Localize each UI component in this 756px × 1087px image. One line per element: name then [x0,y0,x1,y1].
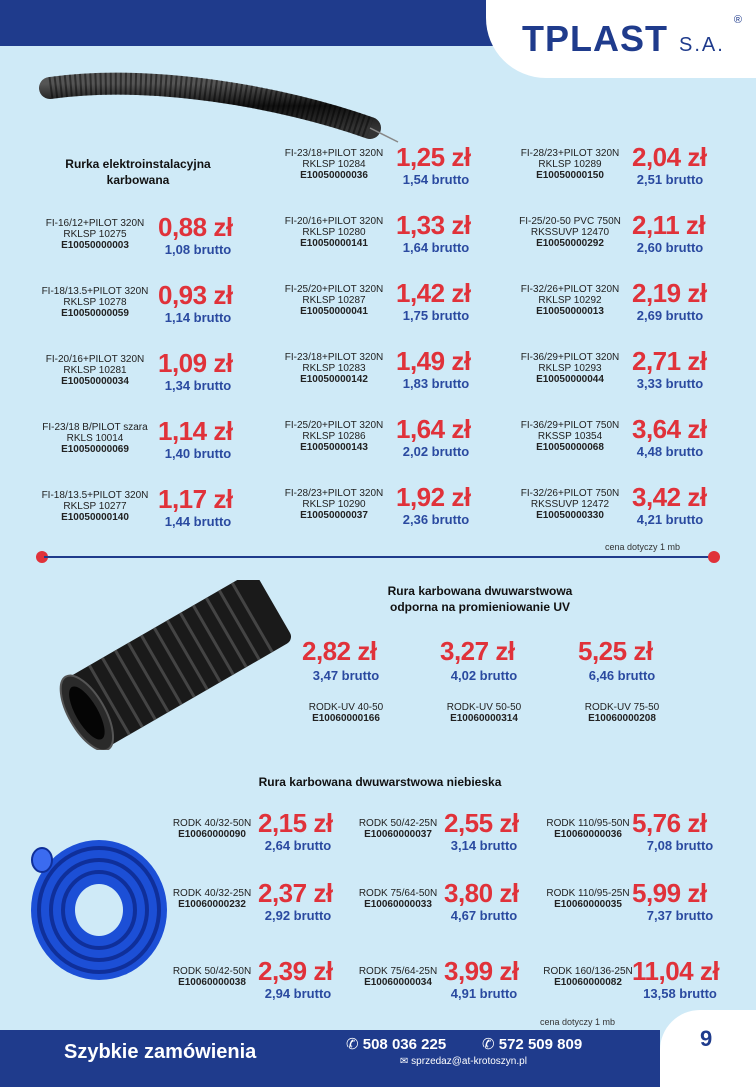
product-name: RODK 110/95-25N [546,888,630,899]
product-price: 1,17 zł [158,484,233,514]
product-name: RODK 40/32-25N [172,888,252,899]
product-name: FI-32/26+PILOT 750N [520,488,620,499]
product-code: E10050000069 [61,444,129,455]
product-name: FI-23/18+PILOT 320N [284,148,384,159]
product-item [500,148,640,181]
product-name: FI-28/23+PILOT 320N [284,488,384,499]
product-name: RODK 50/42-50N [172,966,252,977]
product-price: 2,55 zł [444,808,519,838]
email[interactable] [400,1056,527,1067]
product-sku: RKLSP 10292 [538,295,602,306]
product-code: E10050000140 [61,512,129,523]
logo [486,0,756,78]
product-price: 2,11 zł [632,210,706,240]
product-price: 3,42 zł [632,482,707,512]
product-name: RODK-UV 75-50 [584,702,660,713]
product-brutto: 4,67 brutto [450,908,518,923]
product-brutto: 2,69 brutto [636,308,704,323]
phone-1-number: 508 036 225 [362,1036,447,1053]
product-item [25,354,165,387]
product-brutto: 4,21 brutto [636,512,704,527]
product-price: 3,64 zł [632,414,707,444]
product-price: 1,09 zł [158,348,233,378]
product-brutto: 7,37 brutto [646,908,714,923]
product-item [25,286,165,319]
product-name: RODK 50/42-25N [358,818,438,829]
product-price: 3,27 zł [440,636,515,666]
product-sku: RKLSP 10281 [63,365,127,376]
product-name: FI-20/16+PILOT 320N [284,216,384,227]
product-brutto: 1,40 brutto [164,446,232,461]
product-name: RODK 40/32-50N [172,818,252,829]
logo-name: TPLAST [522,18,668,59]
product-code: E10050000142 [300,374,368,385]
product-item [500,420,640,453]
product-brutto: 1,75 brutto [402,308,470,323]
section1-title-line2: karbowana [106,173,170,187]
product-item [533,888,643,910]
product-price: 0,93 zł [158,280,233,310]
product-code: E10060000082 [554,977,622,988]
registered-mark: ® [733,14,742,26]
section3-title: Rura karbowana dwuwarstwowa niebieska [258,775,502,789]
product-brutto: 3,14 brutto [450,838,518,853]
product-name: RODK-UV 40-50 [308,702,384,713]
section2-title-line2: odporna na promieniowanie UV [389,600,571,614]
product-name: FI-36/29+PILOT 320N [520,352,620,363]
product-item [157,888,267,910]
product-name: RODK-UV 50-50 [446,702,522,713]
product-price: 2,82 zł [302,636,377,666]
black-conduit-image [30,66,400,146]
product-item [264,420,404,453]
product-sku: RKLSP 10293 [538,363,602,374]
product-item [343,888,453,910]
product-item [500,352,640,385]
product-name: FI-23/18 B/PILOT szara [42,422,148,433]
product-price: 5,76 zł [632,808,707,838]
product-item [562,702,682,724]
product-price: 1,14 zł [158,416,233,446]
product-price: 1,64 zł [396,414,471,444]
product-sku: RKLSP 10289 [538,159,602,170]
section2-title-line1: Rura karbowana dwuwarstwowa [387,584,573,598]
product-price: 1,25 zł [396,142,471,172]
product-sku: RKLSP 10284 [302,159,366,170]
product-brutto: 13,58 brutto [643,986,717,1001]
product-code: E10050000041 [300,306,368,317]
product-item [500,284,640,317]
product-brutto: 2,64 brutto [264,838,332,853]
product-sku: RKSSUVP 12470 [530,227,610,238]
product-code: E10060000035 [554,899,622,910]
product-brutto: 2,36 brutto [402,512,470,527]
product-price: 3,80 zł [444,878,519,908]
product-name: FI-25/20-50 PVC 750N [519,216,621,227]
product-item [264,148,404,181]
product-brutto: 4,02 brutto [450,668,518,683]
product-code: E10060000166 [312,713,380,724]
product-price: 5,25 zł [578,636,653,666]
section1-note: cena dotyczy 1 mb [605,542,681,552]
product-price: 2,37 zł [258,878,333,908]
product-name: FI-28/23+PILOT 320N [520,148,620,159]
phone-2[interactable] [482,1035,582,1053]
product-item [25,422,165,455]
product-item [264,284,404,317]
product-code: E10050000034 [61,376,129,387]
product-sku: RKLSP 10277 [63,501,127,512]
product-item [343,818,453,840]
black-pipe-image [40,580,300,750]
product-item [264,216,404,249]
product-name: RODK 110/95-50N [546,818,630,829]
product-brutto: 4,91 brutto [450,986,518,1001]
product-code: E10060000090 [178,829,246,840]
product-brutto: 3,47 brutto [312,668,380,683]
product-code: E10060000208 [588,713,656,724]
product-sku: RKLSP 10290 [302,499,366,510]
phone-2-number: 572 509 809 [498,1036,583,1053]
divider-dot-right [708,551,720,563]
product-name: FI-18/13.5+PILOT 320N [41,490,149,501]
product-brutto: 7,08 brutto [646,838,714,853]
product-code: E10060000038 [178,977,246,988]
section3-note: cena dotyczy 1 mb [540,1017,616,1027]
product-item [286,702,406,724]
product-name: FI-18/13.5+PILOT 320N [41,286,149,297]
product-item [533,966,643,988]
page-number: 9 [700,1026,713,1051]
product-price: 1,33 zł [396,210,471,240]
product-code: E10050000330 [536,510,604,521]
product-code: E10050000143 [300,442,368,453]
product-name: RODK 75/64-50N [358,888,438,899]
product-name: RODK 160/136-25N [543,966,633,977]
product-code: E10050000141 [300,238,368,249]
product-price: 5,99 zł [632,878,707,908]
product-code: E10050000292 [536,238,604,249]
divider-line [44,556,714,558]
product-brutto: 2,94 brutto [264,986,332,1001]
phone-icon: ✆ [346,1036,359,1053]
product-code: E10050000013 [536,306,604,317]
email-address: sprzedaz@at-krotoszyn.pl [411,1056,527,1067]
product-code: E10050000150 [536,170,604,181]
product-sku: RKLSP 10287 [302,295,366,306]
product-brutto: 1,44 brutto [164,514,232,529]
product-code: E10060000232 [178,899,246,910]
section1-title-line1: Rurka elektroinstalacyjna [65,157,211,171]
phone-icon: ✆ [482,1036,495,1053]
product-name: RODK 75/64-25N [358,966,438,977]
product-brutto: 1,08 brutto [164,242,232,257]
product-brutto: 2,02 brutto [402,444,470,459]
product-item [264,352,404,385]
product-name: FI-36/29+PILOT 750N [520,420,620,431]
footer-title: Szybkie zamówienia [64,1041,257,1063]
product-name: FI-23/18+PILOT 320N [284,352,384,363]
product-item [25,490,165,523]
product-price: 2,04 zł [632,142,707,172]
product-item [25,218,165,251]
product-price: 2,71 zł [632,346,707,376]
product-name: FI-25/20+PILOT 320N [284,420,384,431]
product-price: 1,49 zł [396,346,471,376]
product-code: E10050000044 [536,374,604,385]
product-code: E10060000036 [554,829,622,840]
product-brutto: 1,34 brutto [164,378,232,393]
product-brutto: 1,14 brutto [164,310,232,325]
product-sku: RKLSP 10283 [302,363,366,374]
logo-suffix: S.A. [679,34,725,56]
product-price: 11,04 zł [632,956,720,986]
product-price: 2,15 zł [258,808,333,838]
product-code: E10050000036 [300,170,368,181]
product-price: 2,19 zł [632,278,707,308]
product-item [500,488,640,521]
product-sku: RKLSP 10278 [63,297,127,308]
product-item [157,966,267,988]
product-brutto: 6,46 brutto [588,668,656,683]
product-item [264,488,404,521]
blue-coil-image [24,820,174,990]
product-brutto: 3,33 brutto [636,376,704,391]
product-sku: RKLSP 10280 [302,227,366,238]
product-brutto: 1,64 brutto [402,240,470,255]
product-brutto: 2,51 brutto [636,172,704,187]
product-price: 0,88 zł [158,212,233,242]
product-item [157,818,267,840]
phone-1[interactable] [346,1035,446,1053]
product-item [343,966,453,988]
product-sku: RKLSP 10275 [63,229,127,240]
product-sku: RKSSP 10354 [537,431,603,442]
product-name: FI-16/12+PILOT 320N [45,218,145,229]
product-brutto: 1,83 brutto [402,376,470,391]
product-brutto: 1,54 brutto [402,172,470,187]
product-name: FI-20/16+PILOT 320N [45,354,145,365]
product-code: E10050000003 [61,240,129,251]
product-code: E10060000033 [364,899,432,910]
product-sku: RKLS 10014 [66,433,124,444]
product-sku: RKLSP 10286 [302,431,366,442]
product-code: E10050000037 [300,510,368,521]
product-code: E10060000034 [364,977,432,988]
product-sku: RKSSUVP 12472 [530,499,610,510]
product-name: FI-32/26+PILOT 320N [520,284,620,295]
mail-icon: ✉ [400,1056,409,1067]
product-price: 3,99 zł [444,956,519,986]
product-brutto: 2,60 brutto [636,240,704,255]
product-price: 1,92 zł [396,482,471,512]
product-code: E10060000037 [364,829,432,840]
product-item [424,702,544,724]
product-code: E10060000314 [450,713,518,724]
product-code: E10050000059 [61,308,129,319]
product-item [533,818,643,840]
product-item [500,216,640,249]
product-price: 1,42 zł [396,278,471,308]
product-price: 2,39 zł [258,956,333,986]
product-brutto: 4,48 brutto [636,444,704,459]
product-code: E10050000068 [536,442,604,453]
product-brutto: 2,92 brutto [264,908,332,923]
product-name: FI-25/20+PILOT 320N [284,284,384,295]
